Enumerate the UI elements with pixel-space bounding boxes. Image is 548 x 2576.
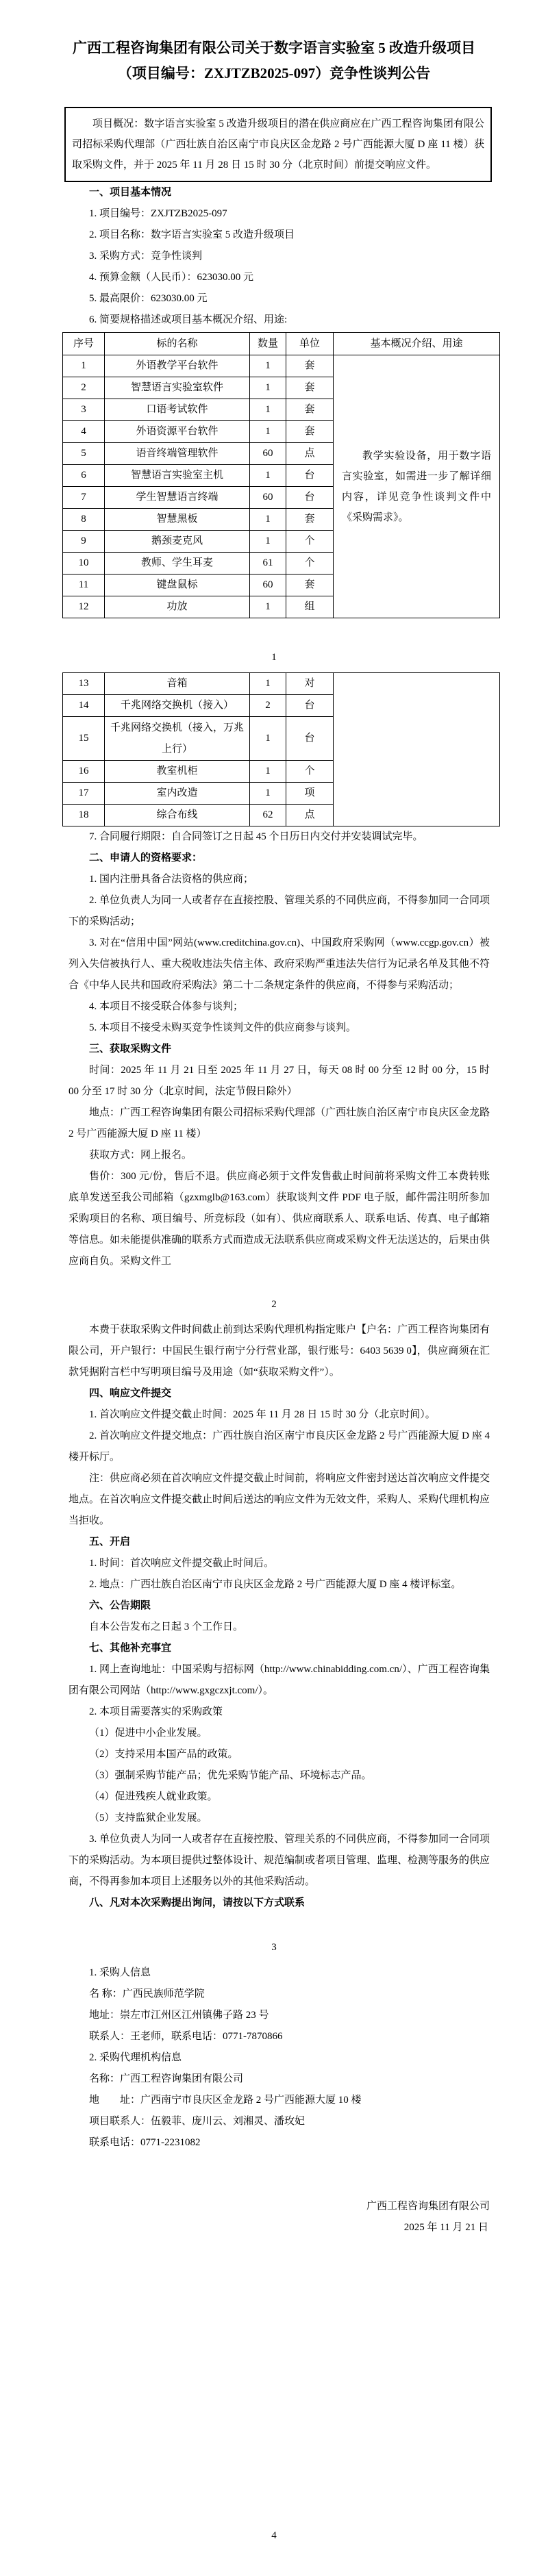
qualification-item: 1. 国内注册具备合法资格的供应商；	[89, 874, 254, 885]
cell-qty: 1	[250, 673, 286, 695]
page-number-2: 2	[271, 1299, 277, 1310]
goods-table-continued	[62, 672, 500, 826]
cell-unit: 组	[286, 596, 334, 618]
cell-unit: 台	[286, 465, 334, 487]
cell-name: 外语资源平台软件	[105, 421, 250, 443]
policy-item: （3）强制采购节能产品；优先采购节能产品、环境标志产品。	[89, 1770, 372, 1781]
section-8-heading: 八、凡对本次采购提出询问，请按以下方式联系	[89, 1897, 306, 1908]
cell-unit: 台	[286, 717, 334, 761]
cell-qty: 62	[250, 805, 286, 826]
page-title	[41, 36, 507, 86]
supplementary-item-3: 3. 单位负责人为同一人或者存在直接控股、管理关系的不同供应商，不得参加同一合同项下的采购活动。为本项目提供过整体设计、规范编制或者项目管理、监理、检测等服务的供应商，不得再参加本项目上述服务以外的其他采购活动。	[68, 1834, 490, 1887]
section-1-heading: 一、项目基本情况	[89, 187, 172, 198]
purchaser-name: 名 称：广西民族师范学院	[89, 1988, 205, 1999]
cell-no: 18	[63, 805, 105, 826]
goods-table-header-row	[63, 333, 500, 355]
cell-unit: 点	[286, 443, 334, 465]
cell-unit: 对	[286, 673, 334, 695]
page3-body	[68, 1319, 490, 1914]
section-3-heading: 三、获取采购文件	[89, 1044, 172, 1055]
cell-qty: 1	[250, 421, 286, 443]
document-price-part1: 售价：300 元/份，售后不退。供应商必须于文件发售截止时间前将采购文件工本费转账底单发送至我公司邮箱（gzxmglb@163.com）获取谈判文件 PDF 电子版，邮件需注明所参加采购项目的名称、项目编号、所竞标段（如有）、供应商联系人、联系电话、传真、电子邮箱等信息。如未能提供准确的联系方式而造成无法联系供应商或采购文件无法送达的，后果由供应商自负。采购文件工	[68, 1171, 490, 1267]
cell-name: 学生智慧语言终端	[105, 487, 250, 509]
cell-unit: 套	[286, 377, 334, 399]
project-number: 1. 项目编号：ZXJTZB2025-097	[89, 208, 227, 219]
agency-address: 地 址：广西南宁市良庆区金龙路 2 号广西能源大厦 10 楼	[89, 2095, 362, 2106]
cell-name: 口语考试软件	[105, 399, 250, 421]
table-row	[63, 355, 500, 377]
goods-table	[62, 332, 500, 618]
cell-qty: 1	[250, 531, 286, 553]
col-header-name: 标的名称	[105, 333, 250, 355]
cell-qty: 60	[250, 574, 286, 596]
page-number-4: 4	[271, 2530, 277, 2541]
cell-qty: 1	[250, 596, 286, 618]
spec-description-label: 6. 简要规格描述或项目基本概况介绍、用途:	[89, 314, 288, 325]
document-obtain-method: 获取方式：网上报名。	[89, 1150, 192, 1161]
cell-no: 10	[63, 553, 105, 574]
procurement-method: 3. 采购方式：竞争性谈判	[89, 251, 203, 262]
table-row	[63, 673, 500, 695]
policy-item: （2）支持采用本国产品的政策。	[89, 1749, 238, 1760]
cell-unit: 点	[286, 805, 334, 826]
submission-deadline: 1. 首次响应文件提交截止时间：2025 年 11 月 28 日 15 时 30 分（北京时间）。	[89, 1409, 436, 1420]
goods-note-continued-cell	[334, 673, 500, 826]
section-7-heading: 七、其他补充事宜	[89, 1643, 172, 1654]
section-4-heading: 四、响应文件提交	[89, 1388, 172, 1399]
cell-qty: 61	[250, 553, 286, 574]
cell-no: 8	[63, 509, 105, 531]
cell-name: 功放	[105, 596, 250, 618]
cell-name: 千兆网络交换机（接入）	[105, 695, 250, 717]
cell-name: 语音终端管理软件	[105, 443, 250, 465]
section-2-heading: 二、申请人的资格要求：	[89, 853, 203, 863]
cell-no: 7	[63, 487, 105, 509]
section-5-heading: 五、开启	[89, 1537, 131, 1548]
opening-time: 1. 时间：首次响应文件提交截止时间后。	[89, 1558, 275, 1569]
col-header-unit: 单位	[286, 333, 334, 355]
page-title-line-2: （项目编号：ZXJTZB2025-097）竞争性谈判公告	[117, 65, 431, 81]
cell-name: 室内改造	[105, 783, 250, 805]
cell-qty: 1	[250, 399, 286, 421]
cell-qty: 1	[250, 355, 286, 377]
policy-item: （5）支持监狱企业发展。	[89, 1813, 208, 1823]
cell-unit: 套	[286, 355, 334, 377]
page2-body	[68, 672, 490, 1272]
purchaser-info-heading: 1. 采购人信息	[89, 1967, 151, 1978]
cell-no: 17	[63, 783, 105, 805]
cell-qty: 1	[250, 761, 286, 783]
document-price-part2: 本费于获取采购文件时间截止前到达采购代理机构指定账户【户名：广西工程咨询集团有限公司，开户银行：中国民生银行南宁分行营业部，银行账号：6403 5639 0】，供应商须在汇款凭据附言栏中写明项目编号及用途（如“获取采购文件”）。	[68, 1324, 490, 1378]
cell-unit: 个	[286, 761, 334, 783]
online-query-address: 1. 网上查询地址：中国采购与招标网（http://www.chinabidding.com.cn/）、广西工程咨询集团有限公司网站（http://www.gxgczxjt.com/）。	[68, 1664, 490, 1696]
cell-qty: 1	[250, 509, 286, 531]
policy-item: （1）促进中小企业发展。	[89, 1728, 208, 1739]
cell-name: 智慧语言实验室主机	[105, 465, 250, 487]
qualification-item: 3. 对在“信用中国”网站(www.creditchina.gov.cn)、中国政府采购网（www.ccgp.gov.cn）被列入失信被执行人、重大税收违法失信主体、政府采购严重违法失信行为记录名单及其他不符合《中华人民共和国政府采购法》第二十二条规定条件的供应商，不得参与采购活动；	[68, 937, 490, 991]
announcement-period: 自本公告发布之日起 3 个工作日。	[89, 1621, 244, 1632]
cell-no: 14	[63, 695, 105, 717]
signature-date: 2025 年 11 月 21 日	[403, 2222, 488, 2233]
cell-unit: 套	[286, 399, 334, 421]
cell-unit: 套	[286, 421, 334, 443]
cell-unit: 个	[286, 531, 334, 553]
page-number-1: 1	[271, 652, 277, 663]
purchaser-address: 地址：崇左市江州区江州镇佛子路 23 号	[89, 2010, 269, 2021]
document-obtain-place: 地点：广西工程咨询集团有限公司招标采购代理部（广西壮族自治区南宁市良庆区金龙路 2 号广西能源大厦 D 座 11 楼）	[68, 1107, 490, 1139]
submission-note: 注：供应商必须在首次响应文件提交截止时间前，将响应文件密封送达首次响应文件提交地点。在首次响应文件提交截止时间后送达的响应文件为无效文件，采购人、采购代理机构应当拒收。	[68, 1473, 490, 1526]
policy-item: （4）促进残疾人就业政策。	[89, 1791, 218, 1802]
budget-amount: 4. 预算金额（人民币）：623030.00 元	[89, 272, 254, 283]
agency-phone: 联系电话：0771-2231082	[89, 2137, 201, 2148]
contract-period: 7. 合同履行期限：自合同签订之日起 45 个日历日内交付并安装调试完毕。	[89, 831, 423, 842]
cell-name: 音箱	[105, 673, 250, 695]
cell-unit: 套	[286, 509, 334, 531]
cell-no: 3	[63, 399, 105, 421]
cell-name: 鹅颈麦克风	[105, 531, 250, 553]
col-header-qty: 数量	[250, 333, 286, 355]
cell-name: 千兆网络交换机（接入，万兆上行）	[105, 717, 250, 761]
cell-no: 15	[63, 717, 105, 761]
cell-qty: 60	[250, 487, 286, 509]
agency-info-heading: 2. 采购代理机构信息	[89, 2052, 182, 2063]
price-ceiling: 5. 最高限价：623030.00 元	[89, 293, 208, 304]
signature-block	[68, 2196, 490, 2238]
qualification-item: 4. 本项目不接受联合体参与谈判；	[89, 1001, 244, 1012]
cell-no: 1	[63, 355, 105, 377]
document-obtain-time: 时间：2025 年 11 月 21 日至 2025 年 11 月 27 日，每天 08 时 00 分至 12 时 00 分，15 时 00 分至 17 时 30 分（北京时间，法定节假日除外）	[68, 1065, 490, 1097]
cell-unit: 台	[286, 695, 334, 717]
page-title-line-1: 广西工程咨询集团有限公司关于数字语言实验室 5 改造升级项目	[73, 40, 475, 56]
opening-place: 2. 地点：广西壮族自治区南宁市良庆区金龙路 2 号广西能源大厦 D 座 4 楼评标室。	[89, 1579, 462, 1590]
cell-no: 11	[63, 574, 105, 596]
agency-name: 名称：广西工程咨询集团有限公司	[89, 2073, 244, 2084]
cell-name: 外语教学平台软件	[105, 355, 250, 377]
cell-qty: 1	[250, 377, 286, 399]
purchaser-contact: 联系人：王老师，联系电话：0771-7870866	[89, 2031, 283, 2042]
section-6-heading: 六、公告期限	[89, 1600, 151, 1611]
project-overview-box: 项目概况：数字语言实验室 5 改造升级项目的潜在供应商应在广西工程咨询集团有限公司招标采购代理部（广西壮族自治区南宁市良庆区金龙路 2 号广西能源大厦 D 座 11 楼）获取采购文件，并于 2025 年 11 月 28 日 15 时 30 分（北京时间）前提交响应文件。	[64, 107, 492, 182]
signature-company: 广西工程咨询集团有限公司	[366, 2201, 490, 2212]
cell-name: 教师、学生耳麦	[105, 553, 250, 574]
cell-unit: 套	[286, 574, 334, 596]
cell-no: 2	[63, 377, 105, 399]
page1-body	[68, 182, 490, 618]
cell-unit: 台	[286, 487, 334, 509]
cell-name: 键盘鼠标	[105, 574, 250, 596]
cell-no: 12	[63, 596, 105, 618]
cell-unit: 个	[286, 553, 334, 574]
agency-contact: 项目联系人：伍毅菲、庞川云、刘湘灵、潘玫妃	[89, 2116, 306, 2127]
cell-no: 6	[63, 465, 105, 487]
page-number-3: 3	[271, 1942, 277, 1953]
col-header-desc: 基本概况介绍、用途	[334, 333, 500, 355]
cell-unit: 项	[286, 783, 334, 805]
cell-qty: 60	[250, 443, 286, 465]
submission-place: 2. 首次响应文件提交地点：广西壮族自治区南宁市良庆区金龙路 2 号广西能源大厦 D 座 4 楼开标厅。	[68, 1430, 490, 1463]
cell-name: 教室机柜	[105, 761, 250, 783]
cell-qty: 1	[250, 465, 286, 487]
cell-no: 13	[63, 673, 105, 695]
qualification-item: 5. 本项目不接受未购买竞争性谈判文件的供应商参与谈判。	[89, 1022, 357, 1033]
cell-name: 智慧语言实验室软件	[105, 377, 250, 399]
cell-no: 9	[63, 531, 105, 553]
procurement-policy-label: 2. 本项目需要落实的采购政策	[89, 1706, 223, 1717]
qualification-item: 2. 单位负责人为同一人或者存在直接控股、管理关系的不同供应商，不得参加同一合同项下的采购活动；	[68, 895, 490, 927]
cell-no: 4	[63, 421, 105, 443]
cell-qty: 1	[250, 783, 286, 805]
cell-qty: 1	[250, 717, 286, 761]
cell-no: 5	[63, 443, 105, 465]
page4-body	[68, 1962, 490, 2238]
project-name: 2. 项目名称：数字语言实验室 5 改造升级项目	[89, 229, 295, 240]
cell-no: 16	[63, 761, 105, 783]
goods-note-cell	[334, 355, 500, 618]
cell-name: 智慧黑板	[105, 509, 250, 531]
col-header-no: 序号	[63, 333, 105, 355]
cell-qty: 2	[250, 695, 286, 717]
cell-name: 综合布线	[105, 805, 250, 826]
goods-note-text: 教学实验设备，用于数字语言实验室，如需进一步了解详细内容，详见竞争性谈判文件中《采购需求》。	[342, 450, 491, 523]
